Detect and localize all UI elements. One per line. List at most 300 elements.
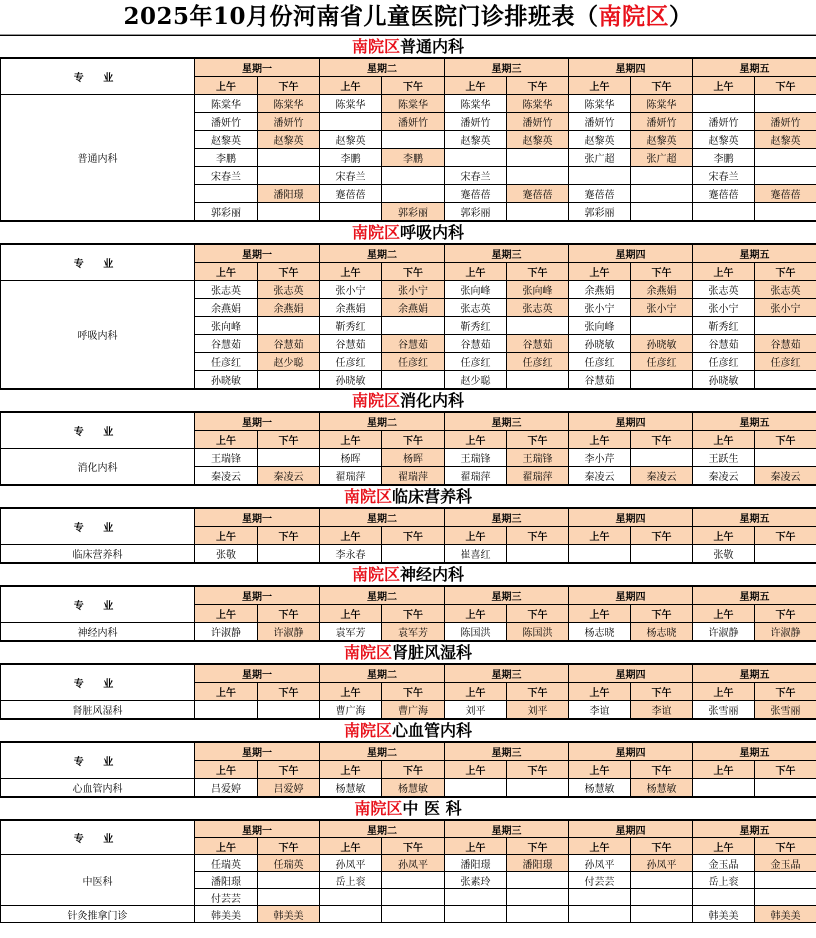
doctor-cell: 刘平: [445, 701, 507, 719]
section-title: 南院区呼吸内科: [0, 222, 816, 244]
doctor-cell: 韩美美: [195, 906, 258, 923]
pm-header: 下午: [507, 761, 569, 779]
doctor-cell: 张志英: [195, 281, 258, 299]
doctor-cell: 谷慧茹: [258, 335, 320, 353]
pm-header: 下午: [755, 527, 816, 545]
schedule-sections: [0, 35, 816, 923]
doctor-cell: 孙凤平: [631, 855, 693, 872]
doctor-cell: [507, 889, 569, 906]
doctor-cell: 任彦红: [507, 353, 569, 371]
day-header: 星期二: [320, 587, 445, 605]
section-title: 南院区神经内科: [0, 564, 816, 586]
doctor-cell: 谷慧茹: [195, 335, 258, 353]
day-header: 星期五: [693, 743, 816, 761]
doctor-cell: 任彦红: [445, 353, 507, 371]
am-header: 上午: [569, 838, 631, 855]
pm-header: 下午: [631, 605, 693, 623]
doctor-cell: [631, 185, 693, 203]
am-header: 上午: [569, 263, 631, 281]
department-name: 普通内科: [1, 95, 195, 221]
table-row: [1, 701, 816, 719]
pm-header: 下午: [258, 605, 320, 623]
schedule-table: [0, 58, 816, 221]
doctor-cell: [382, 317, 445, 335]
doctor-cell: 陈棠华: [569, 95, 631, 113]
doctor-cell: 任彦红: [693, 353, 755, 371]
spec-header: 专 业: [1, 821, 195, 855]
pm-header: 下午: [258, 683, 320, 701]
doctor-cell: 王跃生: [693, 449, 755, 467]
doctor-cell: 张志英: [445, 299, 507, 317]
pm-header: 下午: [382, 527, 445, 545]
doctor-cell: 许淑静: [195, 623, 258, 641]
day-header: 星期一: [195, 59, 320, 77]
pm-header: 下午: [631, 263, 693, 281]
department-name: 针灸推拿门诊: [1, 906, 195, 923]
page-title: 2025年10月份河南省儿童医院门诊排班表（南院区）: [0, 0, 816, 35]
am-header: 上午: [445, 527, 507, 545]
day-header: 星期一: [195, 245, 320, 263]
doctor-cell: 任彦红: [631, 353, 693, 371]
am-header: 上午: [320, 263, 382, 281]
am-header: 上午: [320, 605, 382, 623]
doctor-cell: [320, 203, 382, 221]
am-header: 上午: [569, 761, 631, 779]
doctor-cell: 余燕娟: [569, 281, 631, 299]
doctor-cell: [507, 203, 569, 221]
doctor-cell: 陈棠华: [320, 95, 382, 113]
schedule-table: [0, 820, 816, 923]
doctor-cell: [382, 906, 445, 923]
pm-header: 下午: [507, 683, 569, 701]
table-row: [1, 449, 816, 467]
day-header: 星期一: [195, 665, 320, 683]
doctor-cell: 张向峰: [507, 281, 569, 299]
doctor-cell: 赵黎英: [569, 131, 631, 149]
doctor-cell: 赵黎英: [445, 131, 507, 149]
doctor-cell: [631, 371, 693, 389]
doctor-cell: 张向峰: [195, 317, 258, 335]
doctor-cell: 赵少聪: [258, 353, 320, 371]
doctor-cell: 崔喜红: [445, 545, 507, 563]
doctor-cell: [258, 317, 320, 335]
doctor-cell: 张志英: [258, 281, 320, 299]
doctor-cell: 张小宁: [569, 299, 631, 317]
day-header: 星期四: [569, 413, 693, 431]
department-name: 消化内科: [1, 449, 195, 485]
department-name: 肾脏风湿科: [1, 701, 195, 719]
doctor-cell: 蹇蓓蓓: [445, 185, 507, 203]
doctor-cell: 潘阳璟: [258, 185, 320, 203]
pm-header: 下午: [258, 431, 320, 449]
doctor-cell: 蹇蓓蓓: [693, 185, 755, 203]
pm-header: 下午: [755, 683, 816, 701]
pm-header: 下午: [382, 605, 445, 623]
doctor-cell: 杨慧敏: [382, 779, 445, 797]
spec-header: 专 业: [1, 587, 195, 623]
day-header: 星期二: [320, 509, 445, 527]
doctor-cell: 陈棠华: [258, 95, 320, 113]
day-header: 星期五: [693, 245, 816, 263]
doctor-cell: [258, 149, 320, 167]
section-2: [0, 389, 816, 485]
doctor-cell: 孙晓敏: [631, 335, 693, 353]
doctor-cell: 李谊: [631, 701, 693, 719]
day-header: 星期五: [693, 665, 816, 683]
doctor-cell: 杨慧敏: [569, 779, 631, 797]
doctor-cell: [320, 889, 382, 906]
doctor-cell: 曹广海: [320, 701, 382, 719]
doctor-cell: 杨晖: [382, 449, 445, 467]
doctor-cell: 郭彩丽: [195, 203, 258, 221]
day-header: 星期三: [445, 821, 569, 838]
doctor-cell: 秦凌云: [693, 467, 755, 485]
pm-header: 下午: [258, 263, 320, 281]
doctor-cell: 谷慧茹: [693, 335, 755, 353]
doctor-cell: 付芸芸: [195, 889, 258, 906]
doctor-cell: 杨慧敏: [320, 779, 382, 797]
am-header: 上午: [320, 527, 382, 545]
doctor-cell: 秦凌云: [631, 467, 693, 485]
doctor-cell: 谷慧茹: [445, 335, 507, 353]
doctor-cell: 赵黎英: [631, 131, 693, 149]
doctor-cell: [693, 889, 755, 906]
doctor-cell: 潘妍竹: [258, 113, 320, 131]
am-header: 上午: [693, 761, 755, 779]
doctor-cell: 张向峰: [445, 281, 507, 299]
doctor-cell: 陈棠华: [631, 95, 693, 113]
schedule-table: [0, 412, 816, 485]
day-header: 星期四: [569, 59, 693, 77]
doctor-cell: [382, 545, 445, 563]
doctor-cell: 谷慧茹: [507, 335, 569, 353]
doctor-cell: 潘阳璟: [195, 872, 258, 889]
doctor-cell: 潘阳璟: [507, 855, 569, 872]
doctor-cell: 张敬: [195, 545, 258, 563]
day-header: 星期二: [320, 59, 445, 77]
doctor-cell: [693, 95, 755, 113]
doctor-cell: [755, 371, 816, 389]
pm-header: 下午: [258, 77, 320, 95]
am-header: 上午: [445, 683, 507, 701]
doctor-cell: [258, 872, 320, 889]
doctor-cell: 张广超: [569, 149, 631, 167]
doctor-cell: 靳秀红: [445, 317, 507, 335]
doctor-cell: 杨志晓: [631, 623, 693, 641]
doctor-cell: [755, 889, 816, 906]
doctor-cell: 谷慧茹: [320, 335, 382, 353]
spec-header: 专 业: [1, 245, 195, 281]
section-title: 南院区临床营养科: [0, 486, 816, 508]
table-row: [1, 779, 816, 797]
am-header: 上午: [195, 527, 258, 545]
section-5: [0, 641, 816, 719]
doctor-cell: 赵黎英: [258, 131, 320, 149]
section-1: [0, 221, 816, 389]
doctor-cell: 孙晓敏: [195, 371, 258, 389]
day-header: 星期一: [195, 413, 320, 431]
doctor-cell: 陈国洪: [445, 623, 507, 641]
doctor-cell: 金玉晶: [755, 855, 816, 872]
section-title: 南院区普通内科: [0, 36, 816, 58]
day-header: 星期五: [693, 413, 816, 431]
doctor-cell: 张小宁: [320, 281, 382, 299]
doctor-cell: 翟瑞萍: [445, 467, 507, 485]
section-0: [0, 35, 816, 221]
doctor-cell: 李永春: [320, 545, 382, 563]
doctor-cell: 赵黎英: [195, 131, 258, 149]
pm-header: 下午: [755, 263, 816, 281]
doctor-cell: 翟瑞萍: [320, 467, 382, 485]
doctor-cell: 韩美美: [755, 906, 816, 923]
doctor-cell: 余燕娟: [631, 281, 693, 299]
spec-header: 专 业: [1, 413, 195, 449]
pm-header: 下午: [507, 263, 569, 281]
pm-header: 下午: [382, 761, 445, 779]
doctor-cell: 孙晓敏: [569, 335, 631, 353]
doctor-cell: 李谊: [569, 701, 631, 719]
doctor-cell: 张小宁: [382, 281, 445, 299]
day-header: 星期二: [320, 743, 445, 761]
day-header: 星期二: [320, 245, 445, 263]
doctor-cell: 秦凌云: [569, 467, 631, 485]
doctor-cell: [382, 872, 445, 889]
doctor-cell: [382, 185, 445, 203]
doctor-cell: 秦凌云: [755, 467, 816, 485]
doctor-cell: [693, 779, 755, 797]
am-header: 上午: [320, 683, 382, 701]
doctor-cell: 袁军芳: [382, 623, 445, 641]
am-header: 上午: [445, 77, 507, 95]
doctor-cell: [320, 906, 382, 923]
doctor-cell: 蹇蓓蓓: [320, 185, 382, 203]
pm-header: 下午: [258, 838, 320, 855]
doctor-cell: [320, 113, 382, 131]
doctor-cell: 张雪丽: [693, 701, 755, 719]
spec-header: 专 业: [1, 509, 195, 545]
doctor-cell: 刘平: [507, 701, 569, 719]
pm-header: 下午: [382, 683, 445, 701]
doctor-cell: [631, 906, 693, 923]
doctor-cell: 赵少聪: [445, 371, 507, 389]
doctor-cell: [258, 545, 320, 563]
doctor-cell: 杨晖: [320, 449, 382, 467]
day-header: 星期五: [693, 509, 816, 527]
table-row: [1, 906, 816, 923]
doctor-cell: 杨慧敏: [631, 779, 693, 797]
pm-header: 下午: [507, 431, 569, 449]
day-header: 星期三: [445, 59, 569, 77]
doctor-cell: [755, 95, 816, 113]
doctor-cell: [631, 167, 693, 185]
doctor-cell: [755, 545, 816, 563]
schedule-table: [0, 742, 816, 797]
am-header: 上午: [195, 431, 258, 449]
doctor-cell: 吕爱婷: [258, 779, 320, 797]
day-header: 星期三: [445, 587, 569, 605]
pm-header: 下午: [755, 838, 816, 855]
am-header: 上午: [195, 761, 258, 779]
doctor-cell: 任瑞英: [258, 855, 320, 872]
doctor-cell: [445, 906, 507, 923]
day-header: 星期二: [320, 413, 445, 431]
doctor-cell: [258, 701, 320, 719]
department-name: 中医科: [1, 855, 195, 906]
doctor-cell: 宋春兰: [195, 167, 258, 185]
doctor-cell: 王瑞锋: [445, 449, 507, 467]
pm-header: 下午: [755, 77, 816, 95]
doctor-cell: [755, 872, 816, 889]
doctor-cell: 赵黎英: [693, 131, 755, 149]
pm-header: 下午: [755, 761, 816, 779]
doctor-cell: 曹广海: [382, 701, 445, 719]
pm-header: 下午: [382, 838, 445, 855]
day-header: 星期一: [195, 509, 320, 527]
am-header: 上午: [569, 527, 631, 545]
doctor-cell: 潘妍竹: [693, 113, 755, 131]
day-header: 星期二: [320, 665, 445, 683]
doctor-cell: 任彦红: [755, 353, 816, 371]
day-header: 星期一: [195, 821, 320, 838]
department-name: 心血管内科: [1, 779, 195, 797]
table-row: [1, 95, 816, 113]
schedule-table: [0, 664, 816, 719]
day-header: 星期四: [569, 587, 693, 605]
doctor-cell: 李鹏: [382, 149, 445, 167]
doctor-cell: 余燕娟: [382, 299, 445, 317]
pm-header: 下午: [382, 263, 445, 281]
section-title: 南院区肾脏风湿科: [0, 642, 816, 664]
doctor-cell: [445, 149, 507, 167]
day-header: 星期四: [569, 665, 693, 683]
doctor-cell: 金玉晶: [693, 855, 755, 872]
doctor-cell: 张志英: [507, 299, 569, 317]
section-6: [0, 719, 816, 797]
am-header: 上午: [195, 263, 258, 281]
pm-header: 下午: [631, 761, 693, 779]
table-row: [1, 623, 816, 641]
doctor-cell: [507, 872, 569, 889]
doctor-cell: 郭彩丽: [382, 203, 445, 221]
doctor-cell: [445, 889, 507, 906]
doctor-cell: 翟瑞萍: [382, 467, 445, 485]
doctor-cell: [631, 203, 693, 221]
doctor-cell: [507, 779, 569, 797]
doctor-cell: 赵黎英: [507, 131, 569, 149]
doctor-cell: [755, 779, 816, 797]
am-header: 上午: [445, 605, 507, 623]
doctor-cell: [382, 131, 445, 149]
am-header: 上午: [569, 431, 631, 449]
am-header: 上午: [569, 77, 631, 95]
doctor-cell: 杨志晓: [569, 623, 631, 641]
pm-header: 下午: [258, 527, 320, 545]
doctor-cell: 付芸芸: [569, 872, 631, 889]
doctor-cell: 蹇蓓蓓: [507, 185, 569, 203]
doctor-cell: 宋春兰: [320, 167, 382, 185]
doctor-cell: 袁军芳: [320, 623, 382, 641]
pm-header: 下午: [507, 838, 569, 855]
doctor-cell: 蹇蓓蓓: [755, 185, 816, 203]
pm-header: 下午: [507, 77, 569, 95]
doctor-cell: 许淑静: [258, 623, 320, 641]
doctor-cell: 吕爱婷: [195, 779, 258, 797]
doctor-cell: 余燕娟: [195, 299, 258, 317]
day-header: 星期三: [445, 413, 569, 431]
doctor-cell: 孙晓敏: [693, 371, 755, 389]
doctor-cell: 陈国洪: [507, 623, 569, 641]
doctor-cell: 李小芹: [569, 449, 631, 467]
doctor-cell: 任彦红: [382, 353, 445, 371]
table-row: [1, 281, 816, 299]
doctor-cell: 潘妍竹: [445, 113, 507, 131]
am-header: 上午: [195, 683, 258, 701]
am-header: 上午: [320, 431, 382, 449]
department-name: 神经内科: [1, 623, 195, 641]
department-name: 临床营养科: [1, 545, 195, 563]
doctor-cell: 宋春兰: [445, 167, 507, 185]
doctor-cell: 翟瑞萍: [507, 467, 569, 485]
am-header: 上午: [195, 838, 258, 855]
am-header: 上午: [693, 263, 755, 281]
doctor-cell: 宋春兰: [693, 167, 755, 185]
am-header: 上午: [693, 431, 755, 449]
doctor-cell: [569, 167, 631, 185]
pm-header: 下午: [382, 77, 445, 95]
doctor-cell: 潘妍竹: [195, 113, 258, 131]
am-header: 上午: [320, 838, 382, 855]
day-header: 星期三: [445, 245, 569, 263]
doctor-cell: 潘妍竹: [569, 113, 631, 131]
doctor-cell: [507, 371, 569, 389]
doctor-cell: 靳秀红: [320, 317, 382, 335]
doctor-cell: [631, 449, 693, 467]
doctor-cell: [631, 545, 693, 563]
doctor-cell: [631, 872, 693, 889]
spec-header: 专 业: [1, 665, 195, 701]
doctor-cell: 任瑞英: [195, 855, 258, 872]
doctor-cell: 潘阳璟: [445, 855, 507, 872]
doctor-cell: [569, 889, 631, 906]
am-header: 上午: [569, 605, 631, 623]
doctor-cell: [382, 167, 445, 185]
doctor-cell: [258, 203, 320, 221]
doctor-cell: [507, 317, 569, 335]
am-header: 上午: [320, 761, 382, 779]
doctor-cell: 秦凌云: [195, 467, 258, 485]
doctor-cell: [507, 149, 569, 167]
day-header: 星期一: [195, 743, 320, 761]
pm-header: 下午: [507, 605, 569, 623]
schedule-table: [0, 244, 816, 389]
pm-header: 下午: [631, 838, 693, 855]
doctor-cell: 余燕娟: [320, 299, 382, 317]
day-header: 星期五: [693, 59, 816, 77]
doctor-cell: [445, 779, 507, 797]
doctor-cell: 张广超: [631, 149, 693, 167]
doctor-cell: 谷慧茹: [755, 335, 816, 353]
doctor-cell: 韩美美: [693, 906, 755, 923]
doctor-cell: 王瑞锋: [507, 449, 569, 467]
doctor-cell: 张小宁: [631, 299, 693, 317]
doctor-cell: 李鹏: [693, 149, 755, 167]
am-header: 上午: [195, 605, 258, 623]
doctor-cell: [631, 317, 693, 335]
day-header: 星期四: [569, 509, 693, 527]
department-name: 呼吸内科: [1, 281, 195, 389]
doctor-cell: 谷慧茹: [382, 335, 445, 353]
pm-header: 下午: [631, 683, 693, 701]
